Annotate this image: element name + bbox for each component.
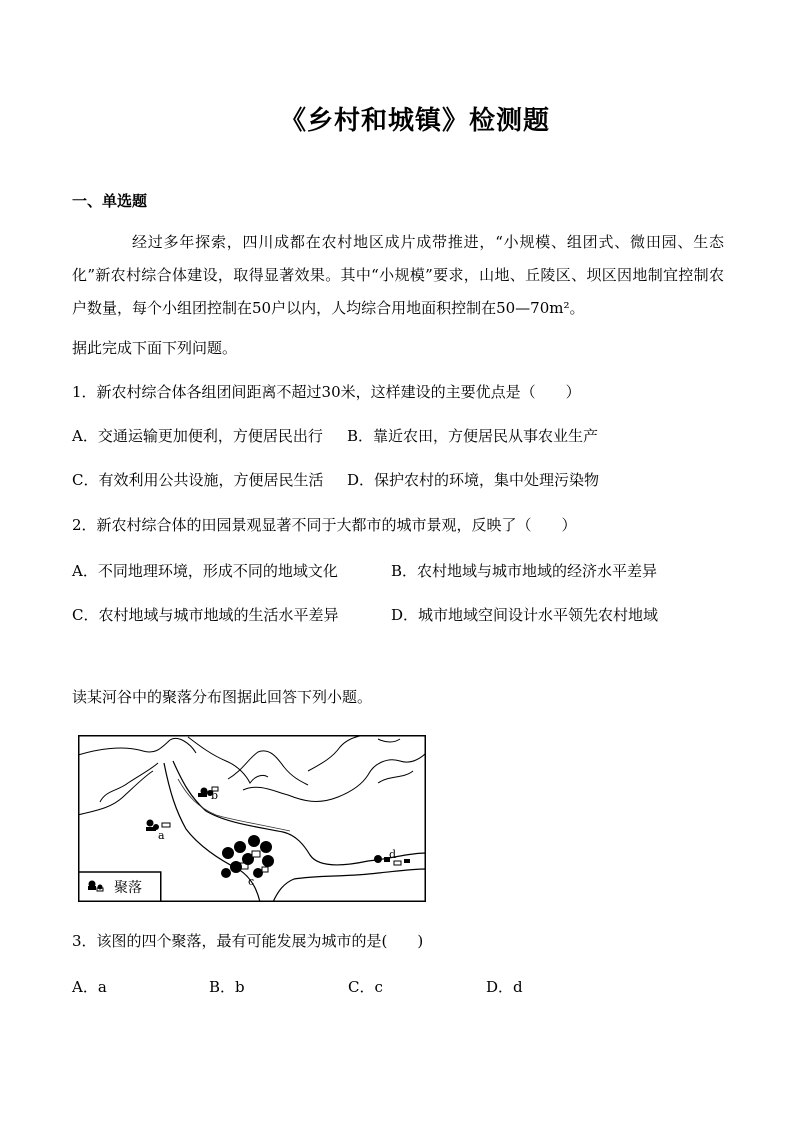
intro-paragraph: 经过多年探索，四川成都在农村地区成片成带推进，“小规模、组团式、微田园、生态化”新农村综合体建设，取得显著效果。其中“小规模”要求，山地、丘陵区、坝区因地制宜控制农户数量，每个小组团控制在50户以内，人均综合用地面积控制在50—70m²。 [72, 233, 724, 317]
question-2-option-d[interactable]: D．城市地域空间设计水平领先农村地域 [391, 606, 659, 624]
settlement-map-figure [78, 735, 426, 902]
settlement-map [78, 735, 426, 902]
settlement-label-a: a [158, 829, 165, 842]
question-1-option-b[interactable]: B．靠近农田，方便居民从事农业生产 [347, 427, 599, 445]
question-1-option-c[interactable]: C．有效利用公共设施，方便居民生活 [72, 471, 324, 489]
settlement-label-c: c [248, 875, 255, 888]
instruction-text: 据此完成下面下列问题。 [72, 339, 238, 357]
question-1-option-d[interactable]: D．保护农村的环境，集中处理污染物 [347, 471, 600, 489]
question-3-option-a[interactable]: A．a [72, 978, 107, 996]
section-heading: 一、单选题 [72, 192, 148, 210]
question-3-option-b[interactable]: B．b [209, 978, 245, 996]
map-legend [79, 872, 161, 901]
question-2-stem: 2．新农村综合体的田园景观显著不同于大都市的城市景观，反映了（ ） [72, 516, 577, 534]
legend-label: 聚落 [114, 880, 142, 896]
question-3-stem: 3．该图的四个聚落，最有可能发展为城市的是( ) [72, 932, 424, 950]
question-2-option-c[interactable]: C．农村地域与城市地域的生活水平差异 [72, 606, 339, 624]
page-title: 《乡村和城镇》检测题 [279, 106, 550, 136]
question-2-option-a[interactable]: A．不同地理环境，形成不同的地域文化 [72, 562, 338, 580]
settlement-label-b: b [211, 789, 219, 802]
question-2-option-b[interactable]: B．农村地域与城市地域的经济水平差异 [391, 562, 658, 580]
settlement-label-d: d [389, 848, 397, 861]
question-3-option-c[interactable]: C．c [348, 978, 383, 996]
question-3-option-d[interactable]: D．d [486, 978, 523, 996]
question-1-stem: 1．新农村综合体各组团间距离不超过30米，这样建设的主要优点是（ ） [72, 383, 581, 401]
question-1-option-a[interactable]: A．交通运输更加便利，方便居民出行 [72, 427, 323, 445]
map-instruction-text: 读某河谷中的聚落分布图据此回答下列小题。 [72, 688, 373, 706]
